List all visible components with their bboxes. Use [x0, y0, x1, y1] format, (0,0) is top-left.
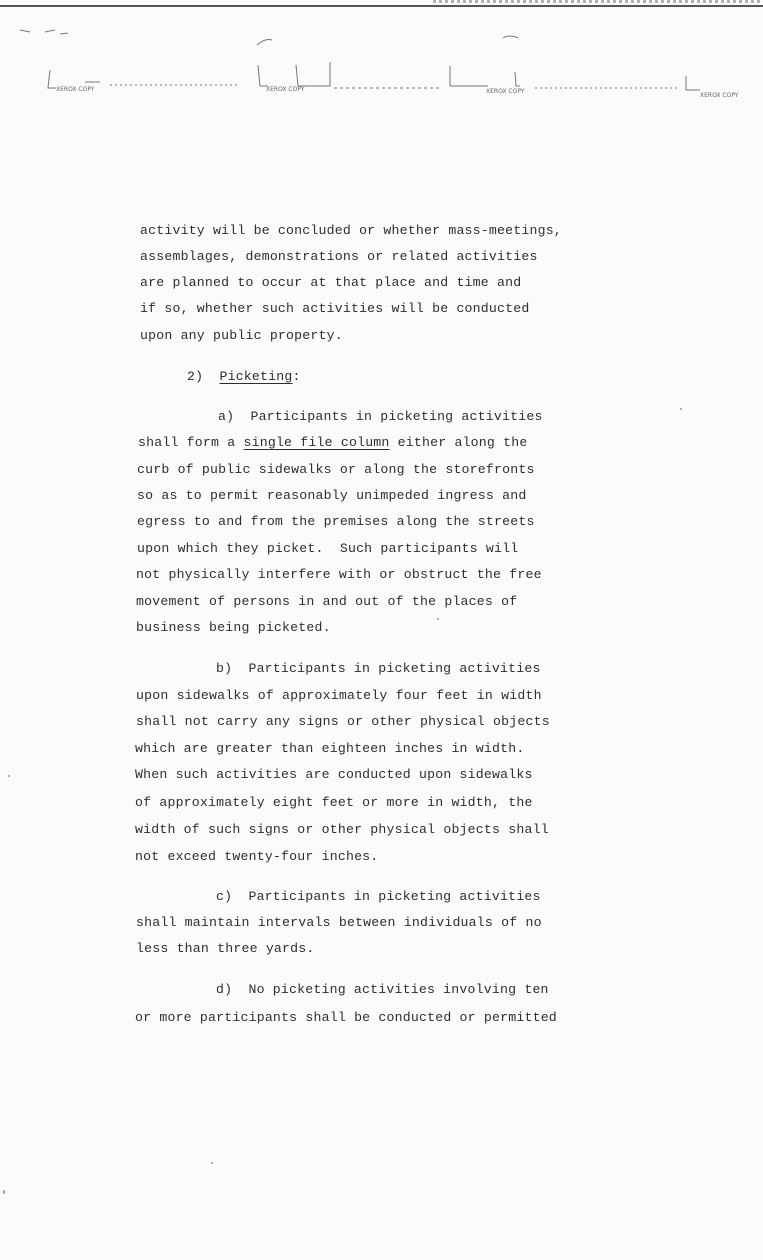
scan-speck: [680, 408, 682, 410]
scan-speck: [3, 1190, 5, 1194]
top-edge-noise: [433, 0, 763, 3]
copy-mark-4-text: XEROX COPY: [700, 92, 739, 99]
text-span: shall form a: [138, 435, 244, 450]
text-line: egress to and from the premises along the streets: [137, 514, 535, 529]
copy-mark-1: [56, 86, 95, 93]
text-line: if so, whether such activities will be conducted: [140, 301, 530, 316]
text-line: of approximately eight feet or more in width, the: [135, 795, 533, 810]
copy-mark-2: [266, 86, 305, 93]
text-line: upon sidewalks of approximately four feet in width: [136, 688, 542, 703]
text-line: are planned to occur at that place and time and: [140, 275, 522, 290]
text-line: upon any public property.: [140, 328, 343, 343]
scan-speck: [437, 618, 439, 620]
heading-text: Picketing: [219, 369, 293, 384]
text-line: assemblages, demonstrations or related activities: [140, 249, 538, 264]
text-line: b) Participants in picketing activities: [216, 661, 541, 676]
text-line: upon which they picket. Such participants will: [137, 541, 519, 556]
text-line: or more participants shall be conducted or permitted: [135, 1010, 557, 1025]
text-line: [138, 435, 527, 451]
text-line: which are greater than eighteen inches in width.: [135, 741, 525, 756]
copy-mark-4: [700, 92, 739, 99]
copy-artifacts: [0, 20, 763, 120]
heading-number: 2): [187, 369, 204, 384]
text-span: either along the: [389, 435, 528, 450]
text-line: When such activities are conducted upon sidewalks: [135, 767, 533, 782]
text-line: a) Participants in picketing activities: [218, 409, 543, 424]
section-heading: [187, 369, 301, 385]
text-line: movement of persons in and out of the places of: [136, 594, 518, 609]
text-line: not exceed twenty-four inches.: [135, 849, 379, 864]
top-border-line: [0, 5, 763, 7]
text-line: less than three yards.: [136, 941, 315, 956]
text-line: shall not carry any signs or other physical objects: [136, 714, 550, 729]
text-line: c) Participants in picketing activities: [216, 889, 541, 904]
scan-speck: [8, 775, 10, 777]
text-line: not physically interfere with or obstruct the free: [136, 567, 542, 582]
copy-mark-3-text: XEROX COPY: [486, 88, 525, 95]
text-line: business being picketed.: [136, 620, 331, 635]
scan-speck: [211, 1162, 213, 1164]
text-line: width of such signs or other physical objects shall: [135, 822, 549, 837]
copy-mark-1-text: XEROX COPY: [56, 86, 95, 93]
page-top-edge: [0, 0, 763, 7]
text-line: d) No picketing activities involving ten: [216, 982, 549, 997]
text-line: so as to permit reasonably unimpeded ingress and: [137, 488, 527, 503]
underlined-phrase: single file column: [243, 435, 390, 450]
text-line: shall maintain intervals between individuals of no: [136, 915, 542, 930]
copy-mark-3: [486, 88, 525, 95]
heading-suffix: :: [292, 369, 301, 384]
text-line: activity will be concluded or whether mass-meetings,: [140, 223, 562, 238]
text-line: curb of public sidewalks or along the storefronts: [137, 462, 535, 477]
copy-mark-2-text: XEROX COPY: [266, 86, 305, 93]
